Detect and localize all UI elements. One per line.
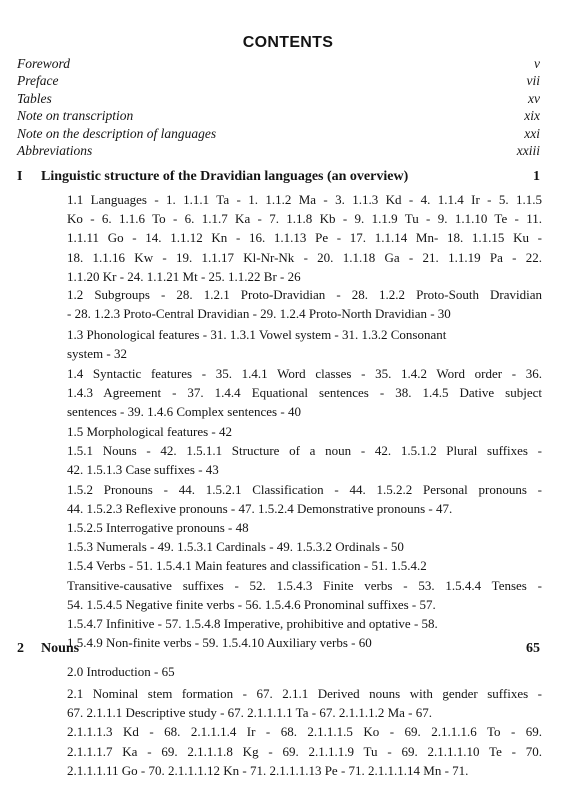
toc-entry-page: xix	[524, 108, 540, 123]
section-line: 1.5.2 Pronouns - 44. 1.5.2.1 Classification - 44. 1.5.2.2 Personal pronouns -	[67, 481, 542, 497]
toc-entry-label: Foreword	[17, 56, 70, 71]
section-1-2-subgroups	[67, 285, 542, 323]
section-line: system - 32	[67, 346, 127, 362]
section-2-0-introduction	[67, 662, 542, 681]
toc-entry-preface[interactable]	[17, 72, 540, 90]
chapter-number: I	[17, 169, 23, 184]
section-line: 1.1 Languages - 1. 1.1.1 Ta - 1. 1.1.2 Ma - 3. 1.1.3 Kd - 4. 1.1.4 Ir - 5. 1.1.5	[67, 192, 542, 207]
toc-entry-note-transcription[interactable]	[17, 107, 540, 125]
section-line: 1.5.2.5 Interrogative pronouns - 48	[67, 520, 249, 536]
section-line: 1.5.4.9 Non-finite verbs - 59. 1.5.4.10 Auxiliary verbs - 60	[67, 635, 372, 651]
toc-entry-page: vii	[526, 73, 540, 88]
section-line: 1.5.4 Verbs - 51. 1.5.4.1 Main features and classification - 51. 1.5.4.2	[67, 558, 427, 574]
section-line: 2.1.1.1.11 Go - 70. 2.1.1.1.12 Kn - 71. 2.1.1.1.13 Pe - 71. 2.1.1.1.14 Mn - 71.	[67, 762, 469, 778]
toc-entry-page: xxiii	[516, 143, 540, 158]
toc-entry-label: Abbreviations	[17, 143, 93, 158]
section-line: 18. 1.1.16 Kw - 19. 1.1.17 Kl-Nr-Nk - 20. 1.1.18 Ga - 21. 1.1.19 Pa - 22.	[67, 249, 542, 265]
page-title: CONTENTS	[242, 34, 334, 51]
chapter-title: Nouns	[41, 641, 80, 656]
section-1-3-phonological	[67, 325, 542, 363]
chapter-heading-2[interactable]	[17, 640, 540, 658]
section-1-1-languages	[67, 190, 542, 286]
chapter-title: Linguistic structure of the Dravidian languages (an overview)	[41, 169, 409, 184]
section-2-1-nominal-stem	[67, 684, 542, 780]
section-line: 1.2 Subgroups - 28. 1.2.1 Proto-Dravidian - 28. 1.2.2 Proto-South Dravidian	[67, 287, 542, 302]
section-line: 1.1.11 Go - 14. 1.1.12 Kn - 16. 1.1.13 Pe - 17. 1.1.14 Mn- 18. 1.1.15 Ku -	[67, 230, 542, 246]
section-line: 44. 1.5.2.3 Reflexive pronouns - 47. 1.5.2.4 Demonstrative pronouns - 47.	[67, 500, 453, 516]
chapter-heading-1[interactable]	[17, 168, 540, 186]
section-line: 54. 1.5.4.5 Negative finite verbs - 56. 1.5.4.6 Pronominal suffixes - 57.	[67, 596, 436, 612]
section-line: - 28. 1.2.3 Proto-Central Dravidian - 29. 1.2.4 Proto-North Dravidian - 30	[67, 306, 451, 322]
toc-entry-page: xv	[528, 91, 540, 106]
section-line: sentences - 39. 1.4.6 Complex sentences - 40	[67, 404, 301, 420]
chapter-page: 1	[533, 169, 540, 184]
section-line: 67. 2.1.1.1 Descriptive study - 67. 2.1.1.1.1 Ta - 67. 2.1.1.1.2 Ma - 67.	[67, 705, 432, 721]
chapter-number: 2	[17, 641, 24, 656]
toc-entry-abbreviations[interactable]	[17, 142, 540, 160]
toc-entry-foreword[interactable]	[17, 55, 540, 73]
section-line: 1.5 Morphological features - 42	[67, 424, 232, 439]
section-line: 2.0 Introduction - 65	[67, 664, 175, 679]
section-line: 42. 1.5.1.3 Case suffixes - 43	[67, 462, 219, 478]
section-line: 1.5.1 Nouns - 42. 1.5.1.1 Structure of a noun - 42. 1.5.1.2 Plural suffixes -	[67, 443, 542, 459]
toc-entry-label: Tables	[17, 91, 52, 106]
section-line: 1.3 Phonological features - 31. 1.3.1 Vowel system - 31. 1.3.2 Consonant	[67, 327, 447, 342]
toc-entry-note-description[interactable]	[17, 125, 540, 143]
chapter-page: 65	[526, 641, 540, 656]
toc-entry-label: Note on the description of languages	[17, 126, 217, 141]
toc-entry-tables[interactable]	[17, 90, 540, 108]
section-1-5-morphological	[67, 422, 542, 652]
section-line: 1.4.3 Agreement - 37. 1.4.4 Equational sentences - 38. 1.4.5 Dative subject	[67, 385, 542, 401]
section-line: 2.1.1.1.3 Kd - 68. 2.1.1.1.4 Ir - 68. 2.1.1.1.5 Ko - 69. 2.1.1.1.6 To - 69.	[67, 724, 542, 740]
section-line: 1.5.3 Numerals - 49. 1.5.3.1 Cardinals - 49. 1.5.3.2 Ordinals - 50	[67, 539, 404, 555]
section-line: Transitive-causative suffixes - 52. 1.5.4.3 Finite verbs - 53. 1.5.4.4 Tenses -	[67, 577, 542, 593]
toc-entry-page: v	[534, 56, 540, 71]
section-line: 1.5.4.7 Infinitive - 57. 1.5.4.8 Imperative, prohibitive and optative - 58.	[67, 616, 438, 632]
toc-entry-label: Preface	[17, 73, 59, 88]
section-1-4-syntactic	[67, 364, 542, 422]
section-line: 1.1.20 Kr - 24. 1.1.21 Mt - 25. 1.1.22 Br - 26	[67, 268, 301, 284]
toc-entry-page: xxi	[524, 126, 540, 141]
section-line: 1.4 Syntactic features - 35. 1.4.1 Word classes - 35. 1.4.2 Word order - 36.	[67, 366, 542, 381]
section-line: Ko - 6. 1.1.6 To - 6. 1.1.7 Ka - 7. 1.1.8 Kb - 9. 1.1.9 Tu - 9. 1.1.10 Te - 11.	[67, 211, 542, 227]
toc-entry-label: Note on transcription	[17, 108, 134, 123]
section-line: 2.1 Nominal stem formation - 67. 2.1.1 Derived nouns with gender suffixes -	[67, 686, 542, 701]
section-line: 2.1.1.1.7 Ka - 69. 2.1.1.1.8 Kg - 69. 2.1.1.1.9 Tu - 69. 2.1.1.1.10 Te - 70.	[67, 743, 542, 759]
